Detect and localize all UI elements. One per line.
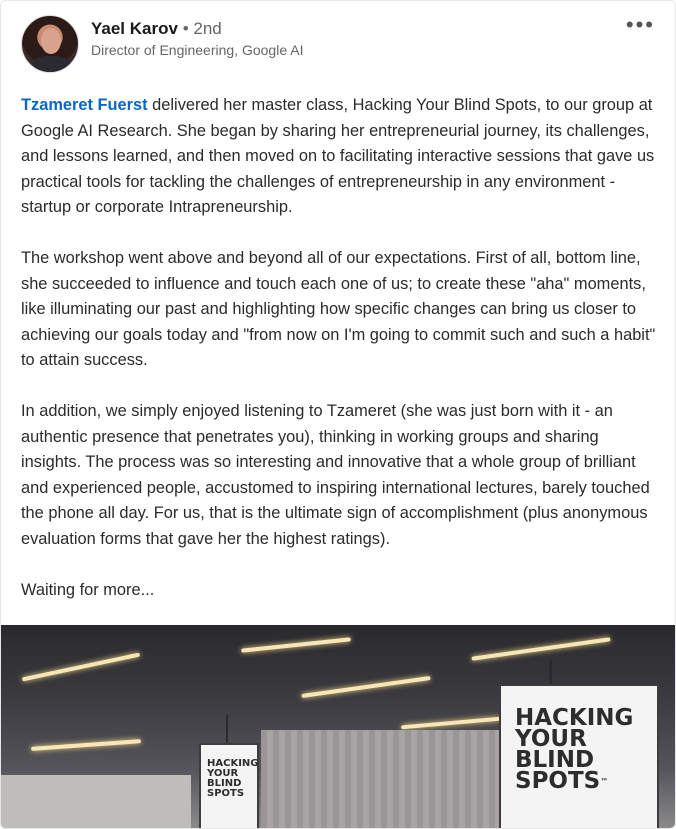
post-header xyxy=(21,15,303,73)
avatar-face xyxy=(41,28,61,54)
ceiling-light xyxy=(241,637,351,652)
screen-text-line: BLIND xyxy=(207,778,242,789)
author-avatar[interactable] xyxy=(21,15,79,73)
ceiling-light xyxy=(471,637,610,660)
post-body xyxy=(21,93,657,629)
projector-screen-large xyxy=(499,684,659,829)
author-name[interactable]: Yael Karov xyxy=(91,19,178,38)
post-paragraph-1 xyxy=(21,93,657,221)
connection-separator: • xyxy=(182,19,189,38)
more-horizontal-icon[interactable]: ••• xyxy=(625,12,655,37)
screen-text-line xyxy=(515,768,657,794)
post-paragraph-3: In addition, we simply enjoyed listening to Tzameret (she was just born with it - an authentic presence that penetrates you), thinking in working groups and sharing insights. The process was so interesting and innovative that a whole group of brilliant and experienced people, accustomed to inspiring international lectures, barely touched the phone all day. For us, that is the ultimate sign of accomplishment (plus anonymous evaluation forms that gave her the highest ratings). xyxy=(21,402,650,548)
post-paragraph-1-text: delivered her master class, Hacking Your Blind Spots, to our group at Google AI Research. She began by sharing her entrepreneurial journey, its challenges, and lessons learned, and then moved on to facilitating interactive sessions that gave us practical tools for tackling the challenges of entrepreneurship in any environment - startup or corporate Intrapreneurship. xyxy=(21,96,655,216)
wall-panel xyxy=(261,730,501,829)
ceiling-light xyxy=(31,739,141,751)
screen-text-line: YOUR xyxy=(207,768,239,779)
screen-mount xyxy=(226,715,228,743)
author-headline: Director of Engineering, Google AI xyxy=(91,42,304,58)
screen-text-line: HACKING xyxy=(515,705,634,731)
wall-panel-left xyxy=(1,775,191,829)
ceiling-light xyxy=(22,653,140,682)
author-name-row xyxy=(91,19,303,39)
screen-text-spots: SPOTS xyxy=(515,768,601,794)
screen-text-line: SPOTS xyxy=(207,788,245,799)
post-paragraph-2: The workshop went above and beyond all of our expectations. First of all, bottom line, she succeeded to influence and touch each one of us; to create these "aha" moments, like illuminating our past and highlighting how specific changes can bring us closer to achieving our goals today and "from now on I'm going to commit such and such a habit" to attain success. xyxy=(21,249,656,369)
screen-text-line: HACKING xyxy=(207,758,259,769)
trademark-mark: ™ xyxy=(600,777,609,786)
ceiling-light xyxy=(401,717,501,730)
ceiling-light xyxy=(301,676,430,698)
connection-degree: 2nd xyxy=(193,19,222,38)
author-meta xyxy=(91,19,303,58)
screen-mount xyxy=(549,660,552,684)
post-paragraph-4: Waiting for more... xyxy=(21,580,155,599)
mention-link[interactable]: Tzameret Fuerst xyxy=(21,96,148,114)
avatar-body xyxy=(30,56,72,73)
screen-text-line: BLIND xyxy=(515,747,595,773)
projector-screen-small xyxy=(199,743,259,829)
screen-text-line: YOUR xyxy=(515,726,587,752)
